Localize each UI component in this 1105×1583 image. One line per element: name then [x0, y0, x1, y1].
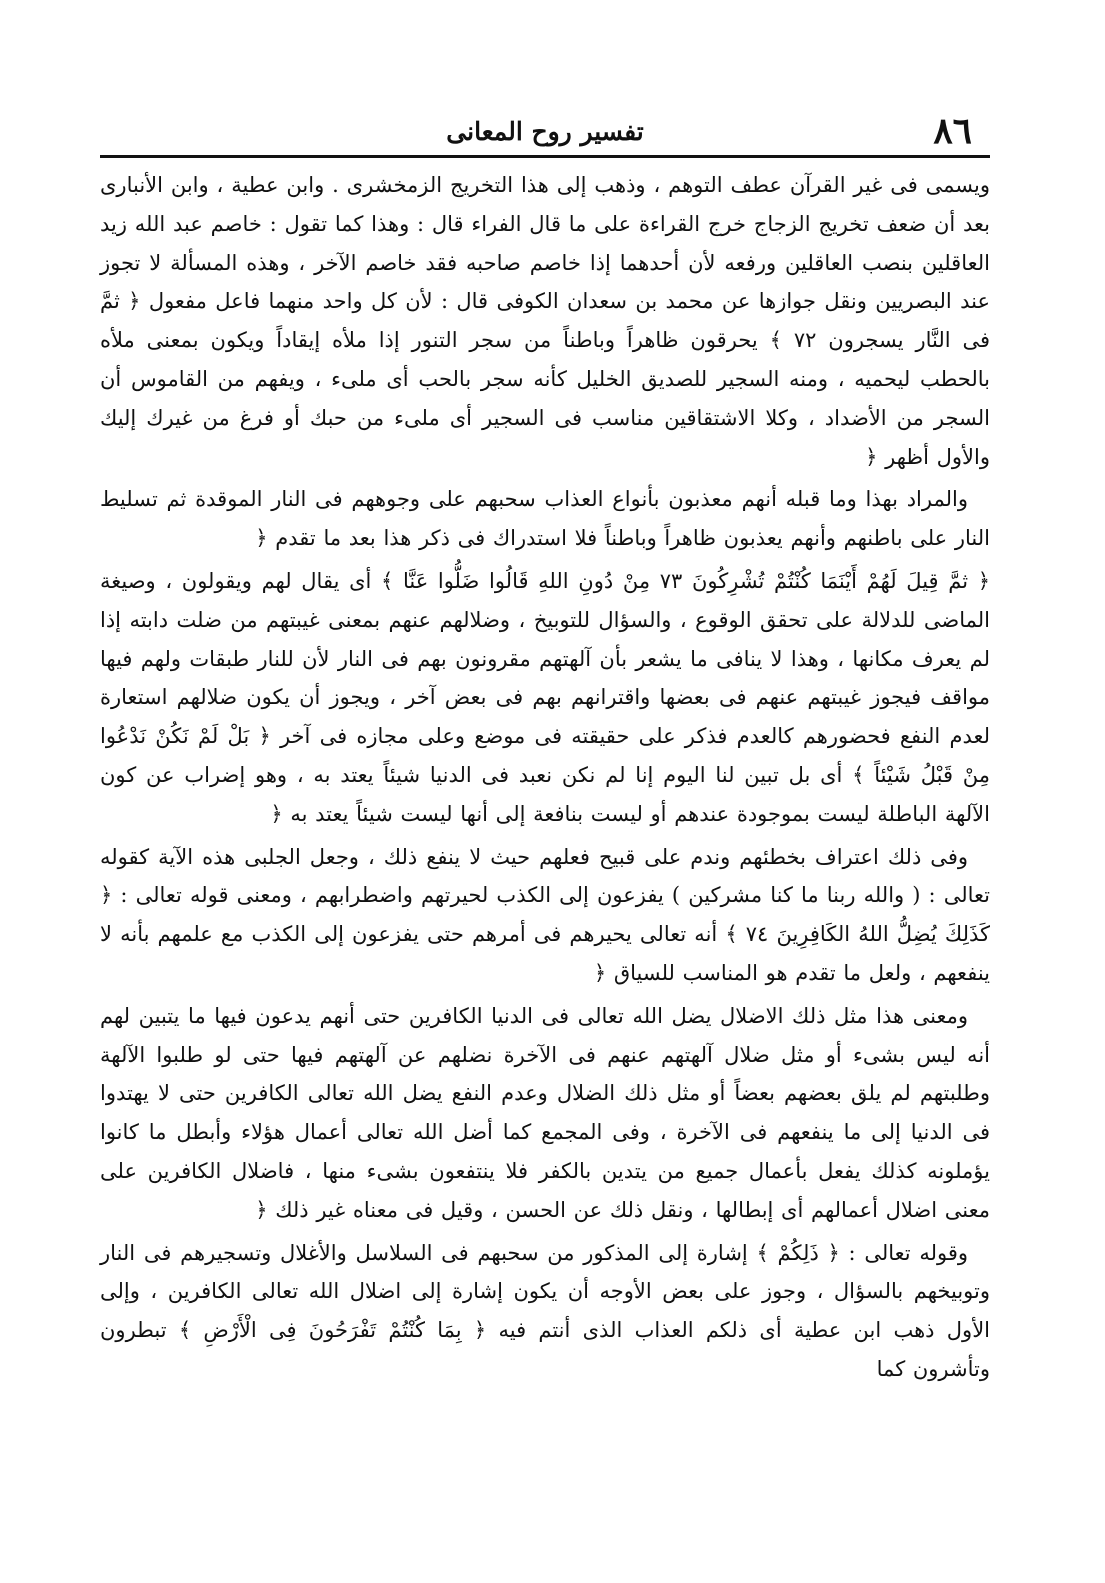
paragraph: وقوله تعالى : ﴿ ذَلِكُمْ ﴾ إشارة إلى المذكور من سحبهم فى السلاسل والأغلال وتسجيرهم فى النار وتوبيخهم بالسؤال ، وجوز على بعض الأوجه أن يكون إشارة إلى اضلال الله تعالى الكافرين ، وإلى الأول ذهب ابن عطية أى ذلكم العذاب الذى أنتم فيه ﴿ بِمَا كُنْتُمْ تَفْرَحُونَ فِى الْأَرْضِ ﴾ تبطرون وتأشرون كما: [100, 1240, 990, 1381]
paragraph: ﴿ ثمَّ قِيلَ لَهُمْ أَيْنَمَا كُنْتُمْ تُشْرِكُونَ ٧٣ مِنْ دُونِ اللهِ قَالُوا ضَلُّوا عَنَّا ﴾ أى يقال لهم ويقولون ، وصيغة الماضى للدلالة على تحقق الوقوع ، والسؤال للتوبيخ ، وضلالهم عنهم بمعنى غيبتهم من ضلت دابته إذا لم يعرف مكانها ، وهذا لا ينافى ما يشعر بأن آلهتهم مقرونون بهم فى النار لأن للنار طبقات ولهم فيها مواقف فيجوز غيبتهم عنهم فى بعضها واقترانهم بهم فى بعض آخر ، ويجوز أن يكون ضلالهم استعارة لعدم النفع فحضورهم كالعدم فذكر على حقيقته فى موضع وعلى مجازه فى آخر ﴿ بَلْ لَمْ نَكُنْ نَدْعُوا مِنْ قَبْلُ شَيْئاً ﴾ أى بل تبين لنا اليوم إنا لم نكن نعبد فى الدنيا شيئاً يعتد به ، وهو إضراب عن كون الآلهة الباطلة ليست بموجودة عندهم أو ليست بنافعة إلى أنها ليست شيئاً يعتد به ﴿: [100, 568, 991, 826]
paragraph: ومعنى هذا مثل ذلك الاضلال يضل الله تعالى فى الدنيا الكافرين حتى أنهم يدعون فيها ما يتبين لهم أنه ليس بشىء أو مثل ضلال آلهتهم عنهم فى الآخرة نضلهم عن آلهتهم فيها حتى لو طلبوا الآلهة وطلبتهم لم يلق بعضهم بعضاً أو مثل ذلك الضلال وعدم النفع يضل الله تعالى الكافرين حتى لا يهتدوا فى الدنيا إلى ما ينفعهم فى الآخرة ، وفى المجمع كما أضل الله تعالى أعمال هؤلاء وأبطل ما كانوا يؤملونه كذلك يفعل بأعمال جميع من يتدين بالكفر فلا ينتفعون بشىء منها ، فاضلال الكافرين على معنى اضلال أعمالهم أى إبطالها ، ونقل ذلك عن الحسن ، وقيل فى معناه غير ذلك ﴿: [100, 1003, 990, 1222]
body-text: [100, 166, 990, 1389]
document-page: [100, 108, 990, 1558]
paragraph: ويسمى فى غير القرآن عطف التوهم ، وذهب إلى هذا التخريج الزمخشرى . وابن عطية ، وابن الأنبارى بعد أن ضعف تخريج الزجاج خرج القراءة على ما قال الفراء قال : وهذا كما تقول : خاصم عبد الله زيد العاقلين بنصب العاقلين ورفعه لأن أحدهما إذا خاصم صاحبه فقد خاصم الآخر ، وهذه المسألة لا تجوز عند البصريين ونقل جوازها عن محمد بن سعدان الكوفى قال : لأن كل واحد منهما فاعل مفعول ﴿ ثمَّ فى النَّار يسجرون ٧٢ ﴾ يحرقون ظاهراً وباطناً من سجر التنور إذا ملأه إيقاداً ويكون بمعنى ملأه بالحطب ليحميه ، ومنه السجير للصديق الخليل كأنه سجر بالحب أى ملىء ، ويفهم من القاموس أن السجر من الأضداد ، وكلا الاشتقاقين مناسب فى السجير أى ملىء من حبك أو فرغ من غيرك إليك والأول أظهر ﴿: [100, 173, 990, 469]
paragraph: وفى ذلك اعتراف بخطئهم وندم على قبيح فعلهم حيث لا ينفع ذلك ، وجعل الجلبى هذه الآية كقوله تعالى : ( والله ربنا ما كنا مشركين ) يفزعون إلى الكذب لحيرتهم واضطرابهم ، ومعنى قوله تعالى : ﴿ كَذَلِكَ يُضِلُّ اللهُ الكَافِرِينَ ٧٤ ﴾ أنه تعالى يحيرهم فى أمرهم حتى يفزعون إلى الكذب مع علمهم بأنه لا ينفعهم ، ولعل ما تقدم هو المناسب للسياق ﴿: [100, 844, 990, 985]
paragraph: والمراد بهذا وما قبله أنهم معذبون بأنواع العذاب سحبهم على وجوههم فى النار الموقدة ثم تسليط النار على باطنهم وأنهم يعذبون ظاهراً وباطناً فلا استدراك فى ذكر هذا بعد ما تقدم ﴿: [100, 487, 990, 551]
page-header: [100, 108, 990, 154]
page-number: ٨٦: [933, 110, 972, 152]
running-title: تفسير روح المعانى: [446, 117, 644, 146]
header-rule: [100, 155, 990, 158]
